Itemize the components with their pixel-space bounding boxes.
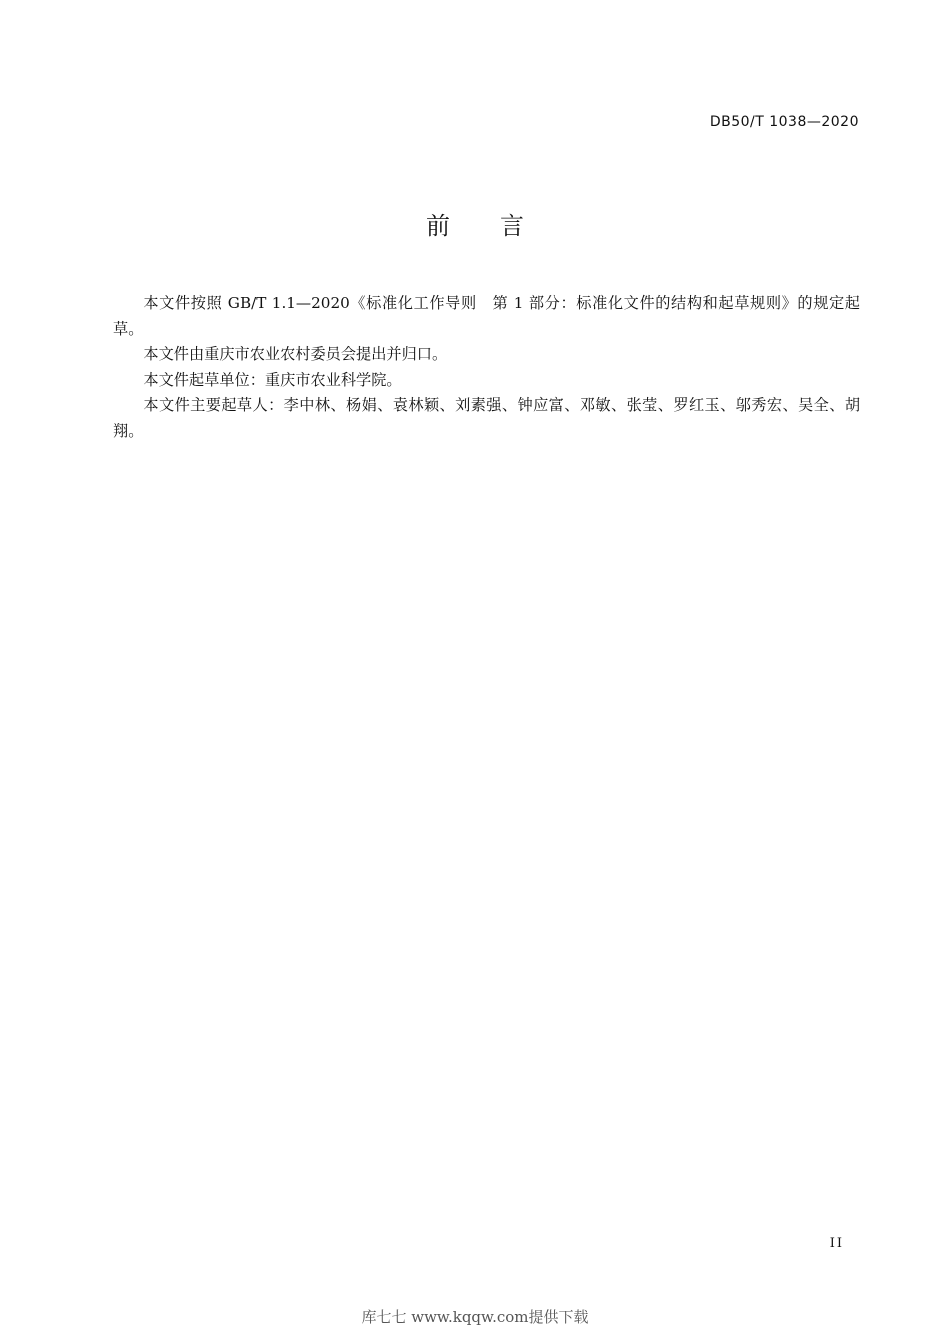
- page-title: 前言: [426, 212, 574, 240]
- document-code: DB50/T 1038—2020: [709, 114, 859, 130]
- foreword-body: [113, 291, 860, 445]
- download-watermark: 库七七 www.kqqw.com提供下载: [361, 1308, 589, 1326]
- paragraph-proposer: 本文件由重庆市农业农村委员会提出并归口。: [143, 345, 448, 364]
- paragraph-drafting-rules: 本文件按照 GB/T 1.1—2020《标准化工作导则 第 1 部分：标准化文件的结构和起草规则》的规定起草。: [113, 294, 860, 338]
- paragraph-drafters: 本文件主要起草人：李中林、杨娟、袁林颖、刘素强、钟应富、邓敏、张莹、罗红玉、邬秀宏、吴全、胡翔。: [113, 396, 860, 440]
- paragraph-drafting-unit: 本文件起草单位：重庆市农业科学院。: [143, 370, 402, 389]
- page-number: II: [829, 1236, 844, 1251]
